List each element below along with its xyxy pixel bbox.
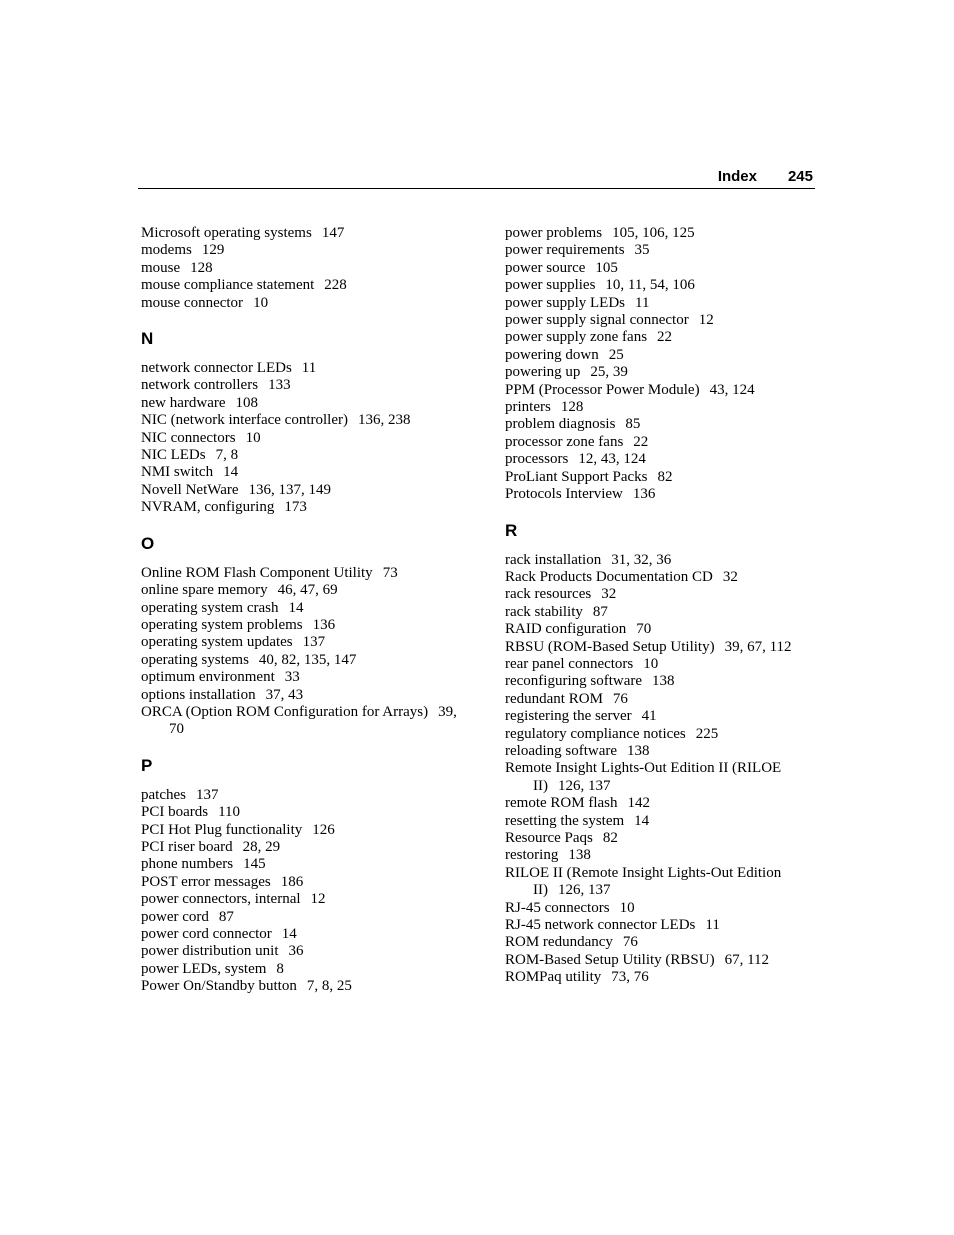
index-page-refs: 12 bbox=[698, 312, 714, 329]
index-term: ROM redundancy bbox=[505, 934, 613, 951]
index-term: Resource Paqs bbox=[505, 830, 593, 846]
index-column-left bbox=[141, 225, 471, 996]
index-entry bbox=[141, 634, 471, 651]
index-page-refs: 126, 137 bbox=[558, 882, 611, 899]
index-entry bbox=[141, 787, 471, 804]
index-page-refs: 31, 32, 36 bbox=[611, 551, 672, 568]
index-page-refs: 22 bbox=[633, 433, 649, 450]
index-term: power requirements bbox=[505, 242, 625, 259]
index-term: NMI switch bbox=[141, 464, 214, 481]
index-page-refs: 133 bbox=[268, 377, 291, 394]
index-term: NIC connectors bbox=[141, 429, 236, 446]
index-term: printers bbox=[505, 399, 551, 416]
index-entry bbox=[141, 565, 471, 582]
index-term: ROM-Based Setup Utility (RBSU) bbox=[505, 951, 715, 968]
index-page-refs: 110 bbox=[218, 804, 241, 821]
index-entry bbox=[141, 242, 471, 259]
index-page-refs: 225 bbox=[695, 725, 719, 742]
index-page-refs: 11 bbox=[635, 294, 650, 311]
index-page-refs: 11 bbox=[301, 360, 317, 377]
index-entry bbox=[141, 804, 471, 821]
index-term: NVRAM, configuring bbox=[141, 499, 275, 516]
index-term: POST error messages bbox=[141, 873, 271, 890]
index-term: redundant ROM bbox=[505, 690, 603, 707]
index-term: online spare memory bbox=[141, 582, 268, 599]
index-entry bbox=[141, 874, 471, 891]
index-page-refs: 138 bbox=[568, 847, 591, 864]
index-entry bbox=[141, 600, 471, 617]
index-page-refs: 128 bbox=[560, 399, 584, 416]
index-entry bbox=[141, 377, 471, 394]
index-entry bbox=[505, 604, 815, 621]
index-term: power supply signal connector bbox=[505, 312, 689, 329]
index-term: powering down bbox=[505, 346, 599, 363]
index-page-refs: 33 bbox=[284, 669, 300, 686]
index-page-refs: 137 bbox=[195, 786, 219, 803]
index-page-refs: 46, 47, 69 bbox=[277, 582, 338, 599]
index-term: optimum environment bbox=[141, 669, 275, 686]
index-page-refs: 41 bbox=[641, 708, 657, 725]
index-term: power problems bbox=[505, 225, 603, 241]
index-page-refs: 105 bbox=[595, 259, 618, 276]
index-page-refs: 142 bbox=[627, 795, 650, 812]
index-term: mouse compliance statement bbox=[141, 277, 315, 294]
index-entry bbox=[505, 639, 815, 656]
index-entry bbox=[141, 687, 471, 704]
index-entry bbox=[505, 952, 815, 969]
index-entry bbox=[141, 891, 471, 908]
index-entry bbox=[141, 582, 471, 599]
index-page-refs: 76 bbox=[622, 934, 638, 951]
index-page-refs: 7, 8 bbox=[215, 447, 239, 464]
index-term: powering up bbox=[505, 364, 581, 381]
index-term: problem diagnosis bbox=[505, 416, 616, 433]
index-page-refs: 73 bbox=[382, 564, 398, 581]
index-page-refs: 35 bbox=[634, 242, 650, 259]
page-number: 245 bbox=[787, 168, 813, 185]
index-term: ProLiant Support Packs bbox=[505, 468, 648, 485]
index-page-refs: 87 bbox=[218, 908, 234, 925]
index-term: regulatory compliance notices bbox=[505, 725, 686, 742]
index-entry bbox=[505, 277, 815, 294]
index-entry bbox=[141, 909, 471, 926]
index-entry bbox=[505, 451, 815, 468]
index-entry bbox=[505, 486, 815, 503]
index-entry bbox=[141, 856, 471, 873]
index-term: options installation bbox=[141, 686, 256, 703]
index-page-refs: 25 bbox=[608, 346, 624, 363]
index-entry bbox=[505, 795, 815, 812]
index-term: power supply LEDs bbox=[505, 294, 625, 311]
index-page-refs: 39, 67, 112 bbox=[724, 638, 792, 655]
index-page-refs: 28, 29 bbox=[242, 838, 281, 855]
section-letter: P bbox=[141, 755, 153, 775]
index-page-refs: 11 bbox=[705, 917, 720, 934]
index-page-refs: 7, 8, 25 bbox=[306, 978, 352, 995]
index-entry bbox=[141, 260, 471, 277]
index-page-refs: 82 bbox=[602, 830, 618, 846]
index-page-refs: 108 bbox=[235, 394, 259, 411]
index-term: Remote Insight Lights-Out Edition II (RILOE II) bbox=[505, 760, 782, 794]
index-page-refs: 138 bbox=[627, 742, 650, 759]
index-entry bbox=[141, 839, 471, 856]
index-page-refs: 43, 124 bbox=[709, 381, 755, 398]
index-term: RBSU (ROM-Based Setup Utility) bbox=[505, 638, 715, 655]
header-title: Index bbox=[717, 168, 757, 185]
index-page-refs: 14 bbox=[281, 926, 297, 942]
index-entry bbox=[141, 277, 471, 294]
index-term: ORCA (Option ROM Configuration for Arrays) bbox=[141, 703, 429, 720]
index-entry bbox=[505, 969, 815, 986]
index-term: registering the server bbox=[505, 708, 632, 725]
index-term: restoring bbox=[505, 847, 559, 864]
index-entry bbox=[141, 617, 471, 634]
index-term: power cord connector bbox=[141, 926, 272, 942]
index-page-refs: 70 bbox=[636, 621, 652, 638]
index-entry bbox=[505, 364, 815, 381]
index-page-refs: 136 bbox=[632, 486, 656, 503]
index-page-refs: 76 bbox=[612, 690, 628, 707]
index-term: Novell NetWare bbox=[141, 481, 239, 498]
section-letter: O bbox=[141, 533, 155, 553]
index-entry bbox=[505, 416, 815, 433]
index-page-refs: 12 bbox=[310, 891, 326, 908]
index-term: power supplies bbox=[505, 277, 596, 294]
index-entry bbox=[141, 943, 471, 960]
index-term: rack stability bbox=[505, 603, 583, 620]
index-page-refs: 186 bbox=[280, 873, 304, 890]
index-entry bbox=[505, 708, 815, 725]
index-page-refs: 22 bbox=[657, 329, 673, 346]
index-entry bbox=[505, 691, 815, 708]
index-term: power connectors, internal bbox=[141, 891, 301, 908]
index-entry bbox=[141, 652, 471, 669]
index-page-refs: 36 bbox=[288, 943, 304, 960]
index-term: Power On/Standby button bbox=[141, 978, 297, 995]
index-page-refs: 8 bbox=[276, 960, 284, 977]
index-term: PCI Hot Plug functionality bbox=[141, 821, 303, 838]
index-term: RJ-45 network connector LEDs bbox=[505, 917, 696, 934]
index-entry bbox=[505, 242, 815, 259]
index-page-refs: 39, 70 bbox=[169, 703, 457, 738]
index-page-refs: 147 bbox=[321, 225, 345, 241]
index-entry bbox=[505, 329, 815, 346]
index-term: NIC (network interface controller) bbox=[141, 412, 348, 429]
index-entry bbox=[141, 978, 471, 995]
section-letter: N bbox=[141, 329, 154, 349]
index-term: operating system problems bbox=[141, 616, 303, 633]
index-page-refs: 14 bbox=[223, 464, 239, 481]
index-entry bbox=[505, 656, 815, 673]
index-term: operating systems bbox=[141, 651, 249, 668]
index-entry bbox=[505, 382, 815, 399]
index-entry bbox=[505, 434, 815, 451]
index-entry bbox=[505, 552, 815, 569]
index-entry bbox=[141, 961, 471, 978]
index-term: power supply zone fans bbox=[505, 329, 648, 346]
index-entry bbox=[141, 822, 471, 839]
index-entry bbox=[505, 917, 815, 934]
index-term: reconfiguring software bbox=[505, 673, 643, 690]
index-term: RJ-45 connectors bbox=[505, 899, 610, 916]
section-letter: R bbox=[505, 520, 518, 540]
index-term: PPM (Processor Power Module) bbox=[505, 381, 700, 398]
index-page-refs: 12, 43, 124 bbox=[578, 451, 646, 468]
index-page-refs: 10 bbox=[253, 294, 269, 311]
index-term: RILOE II (Remote Insight Lights-Out Edition II) bbox=[505, 864, 782, 899]
index-page-refs: 136, 137, 149 bbox=[248, 481, 331, 498]
index-term: reloading software bbox=[505, 742, 618, 759]
index-page-refs: 87 bbox=[592, 603, 608, 620]
index-term: Rack Products Documentation CD bbox=[505, 568, 713, 585]
index-term: patches bbox=[141, 786, 186, 803]
index-term: rack installation bbox=[505, 551, 602, 568]
index-entry bbox=[141, 225, 471, 242]
index-page-refs: 128 bbox=[190, 259, 213, 276]
index-page-refs: 138 bbox=[652, 673, 675, 690]
index-entry bbox=[505, 726, 815, 743]
index-entry bbox=[505, 934, 815, 951]
index-term: operating system crash bbox=[141, 599, 279, 616]
index-term: phone numbers bbox=[141, 856, 234, 873]
index-page-refs: 14 bbox=[288, 599, 304, 616]
index-term: mouse bbox=[141, 259, 181, 276]
index-term: rear panel connectors bbox=[505, 655, 634, 672]
index-term: Online ROM Flash Component Utility bbox=[141, 564, 373, 581]
index-entry bbox=[141, 926, 471, 943]
index-page-refs: 73, 76 bbox=[611, 969, 649, 986]
index-term: mouse connector bbox=[141, 294, 244, 311]
index-term: ROMPaq utility bbox=[505, 969, 602, 986]
index-entry bbox=[505, 260, 815, 277]
index-page-refs: 105, 106, 125 bbox=[612, 225, 695, 241]
index-page-refs: 136 bbox=[312, 616, 336, 633]
index-page-refs: 32 bbox=[601, 586, 617, 603]
index-page-refs: 136, 238 bbox=[358, 412, 411, 429]
index-entry bbox=[505, 312, 815, 329]
index-page-refs: 67, 112 bbox=[724, 951, 770, 968]
index-entry bbox=[141, 704, 471, 739]
index-entry bbox=[141, 669, 471, 686]
index-entry bbox=[141, 412, 471, 429]
index-entry bbox=[141, 430, 471, 447]
index-entry bbox=[505, 225, 815, 242]
index-entry bbox=[505, 813, 815, 830]
index-term: resetting the system bbox=[505, 812, 625, 829]
index-page-refs: 14 bbox=[634, 812, 650, 829]
index-term: RAID configuration bbox=[505, 621, 627, 638]
index-term: processors bbox=[505, 451, 569, 468]
index-entry bbox=[141, 395, 471, 412]
page-header bbox=[138, 166, 815, 189]
index-page-refs: 37, 43 bbox=[265, 686, 304, 703]
index-term: network connector LEDs bbox=[141, 360, 292, 377]
index-term: remote ROM flash bbox=[505, 795, 618, 812]
index-entry bbox=[505, 469, 815, 486]
index-entry bbox=[505, 673, 815, 690]
index-page-refs: 145 bbox=[243, 856, 266, 873]
index-term: power source bbox=[505, 259, 586, 276]
index-entry bbox=[141, 295, 471, 312]
index-page-refs: 82 bbox=[657, 468, 673, 485]
index-entry bbox=[141, 499, 471, 516]
index-page-refs: 126 bbox=[312, 821, 335, 838]
index-term: operating system updates bbox=[141, 634, 293, 651]
index-page-refs: 25, 39 bbox=[590, 364, 628, 381]
index-entry bbox=[505, 399, 815, 416]
index-entry bbox=[505, 295, 815, 312]
index-entry bbox=[505, 569, 815, 586]
index-term: power cord bbox=[141, 908, 209, 925]
index-term: modems bbox=[141, 242, 192, 259]
index-page-refs: 10 bbox=[643, 655, 659, 672]
index-page-refs: 32 bbox=[722, 568, 738, 585]
index-entry bbox=[141, 360, 471, 377]
index-entry bbox=[505, 847, 815, 864]
index-term: PCI boards bbox=[141, 804, 209, 821]
index-entry bbox=[141, 447, 471, 464]
index-page-refs: 10 bbox=[245, 429, 261, 446]
index-term: power distribution unit bbox=[141, 943, 279, 960]
index-term: new hardware bbox=[141, 394, 226, 411]
index-page-refs: 126, 137 bbox=[558, 777, 611, 794]
index-term: network controllers bbox=[141, 377, 259, 394]
index-page-refs: 129 bbox=[201, 242, 225, 259]
index-entry bbox=[505, 865, 815, 900]
index-entry bbox=[505, 347, 815, 364]
index-term: Protocols Interview bbox=[505, 486, 623, 503]
index-term: rack resources bbox=[505, 586, 592, 603]
index-entry bbox=[505, 760, 815, 795]
index-entry bbox=[505, 621, 815, 638]
index-term: Microsoft operating systems bbox=[141, 225, 312, 241]
index-entry bbox=[141, 464, 471, 481]
index-page-refs: 40, 82, 135, 147 bbox=[258, 651, 357, 668]
index-term: PCI riser board bbox=[141, 838, 233, 855]
index-page-refs: 10 bbox=[619, 899, 635, 916]
index-term: processor zone fans bbox=[505, 433, 624, 450]
index-entry bbox=[505, 586, 815, 603]
index-page-refs: 10, 11, 54, 106 bbox=[605, 277, 695, 294]
index-page-refs: 173 bbox=[284, 499, 307, 516]
index-entry bbox=[141, 482, 471, 499]
index-page-refs: 228 bbox=[324, 277, 347, 294]
index-entry bbox=[505, 830, 815, 847]
index-page-refs: 137 bbox=[302, 634, 326, 651]
index-column-right bbox=[505, 225, 815, 987]
index-term: power LEDs, system bbox=[141, 960, 267, 977]
index-entry bbox=[505, 900, 815, 917]
index-term: NIC LEDs bbox=[141, 447, 206, 464]
index-entry bbox=[505, 743, 815, 760]
index-page-refs: 85 bbox=[625, 416, 641, 433]
